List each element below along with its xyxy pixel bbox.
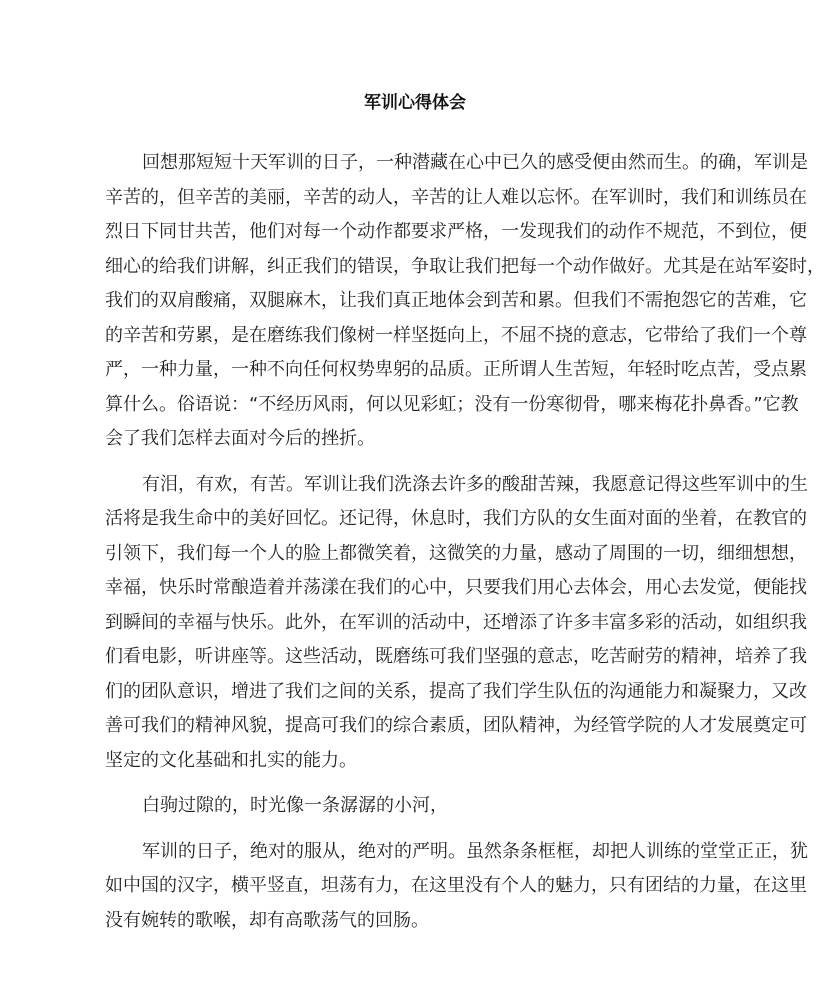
- paragraph-line: 算什么。俗语说：“不经历风雨，何以见彩虹；没有一份寒彻骨，哪来梅花扑鼻香。”它教: [105, 393, 799, 415]
- document-body: [105, 146, 825, 949]
- paragraph-line: 如中国的汉字，横平竖直，坦荡有力，在这里没有个人的魅力，只有团结的力量，在这里: [105, 875, 807, 896]
- paragraph-line: 善可我们的精神风貌，提高可我们的综合素质，团队精神，为经管学院的人才发展奠定可: [105, 715, 807, 736]
- paragraph: [105, 789, 729, 824]
- paragraph-line: 们的团队意识，增进了我们之间的关系，提高了我们学生队伍的沟通能力和凝聚力，又改: [105, 680, 807, 702]
- paragraph-line: 回想那短短十天军训的日子，一种潜藏在心中已久的感受便由然而生。的确，军训是: [142, 152, 808, 173]
- paragraph-line: 会了我们怎样去面对今后的挫折。: [105, 428, 375, 449]
- paragraph-line: 有泪，有欢，有苦。军训让我们洗涤去许多的酸甜苦辣，我愿意记得这些军训中的生: [142, 473, 808, 495]
- paragraph-line: 幸福，快乐时常酿造着并荡漾在我们的心中，只要我们用心去体会，用心去发觉，便能找: [105, 577, 807, 598]
- paragraph: [105, 468, 808, 779]
- paragraph-line: 严，一种力量，一种不向任何权势卑躬的品质。正所谓人生苦短，年轻时吃点苦，受点累: [105, 359, 807, 380]
- document-title: 军训心得体会: [364, 93, 466, 113]
- paragraph-line: 我们的双肩酸痛，双腿麻木，让我们真正地体会到苦和累。但我们不需抱怨它的苦难，它: [105, 290, 807, 311]
- paragraph-line: 白驹过隙的，时光像一条潺潺的小河，: [142, 795, 448, 816]
- paragraph-line: 军训的日子，绝对的服从，绝对的严明。虽然条条框框，却把人训练的堂堂正正，犹: [142, 840, 808, 862]
- paragraph: [105, 146, 825, 457]
- paragraph-line: 的辛苦和劳累，是在磨练我们像树一样坚挺向上，不屈不挠的意志，它带给了我们一个尊: [105, 324, 807, 346]
- paragraph-line: 活将是我生命中的美好回忆。还记得，休息时，我们方队的女生面对面的坐着，在教官的: [105, 508, 807, 529]
- paragraph-line: 细心的给我们讲解，纠正我们的错误，争取让我们把每一个动作做好。尤其是在站军姿时，: [105, 255, 825, 277]
- paragraph-line: 们看电影，听讲座等。这些活动，既磨练可我们坚强的意志，吃苦耐劳的精神，培养了我: [105, 646, 807, 667]
- paragraph-line: 烈日下同甘共苦，他们对每一个动作都要求严格，一发现我们的动作不规范，不到位，便: [105, 221, 807, 242]
- paragraph-line: 坚定的文化基础和扎实的能力。: [105, 749, 357, 771]
- paragraph: [105, 835, 808, 939]
- paragraph-line: 到瞬间的幸福与快乐。此外，在军训的活动中，还增添了许多丰富多彩的活动，如组织我: [105, 611, 807, 633]
- paragraph-line: 辛苦的，但辛苦的美丽，辛苦的动人，辛苦的让人难以忘怀。在军训时，我们和训练员在: [105, 186, 807, 208]
- paragraph-line: 引领下，我们每一个人的脸上都微笑着，这微笑的力量，感动了周围的一切，细细想想，: [105, 542, 807, 564]
- paragraph-line: 没有婉转的歌喉，却有高歌荡气的回肠。: [105, 909, 429, 931]
